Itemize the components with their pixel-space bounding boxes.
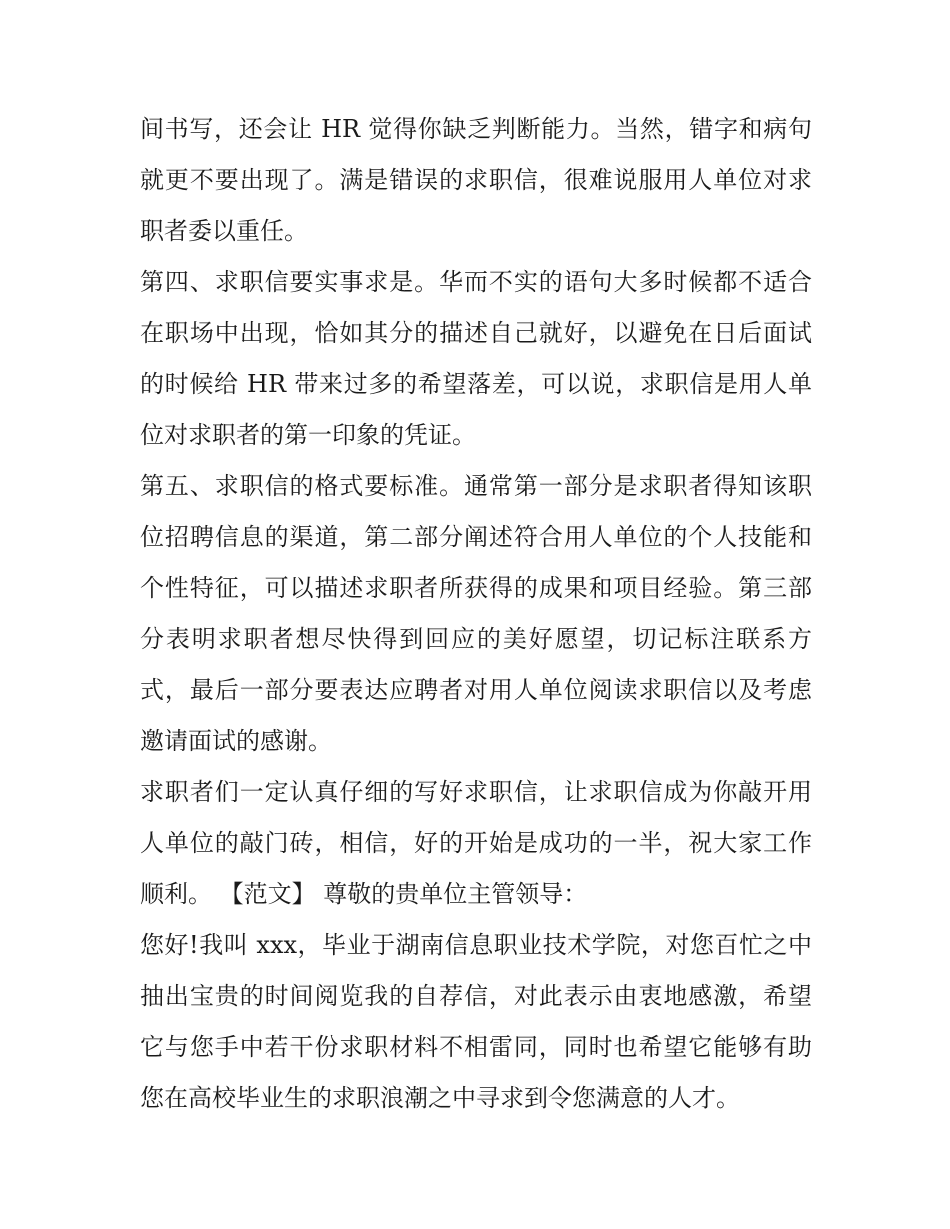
text-line: 式，最后一部分要表达应聘者对用人单位阅读求职信以及考虑 <box>140 676 812 704</box>
text-line: 第四、求职信要实事求是。华而不实的语句大多时候都不适合 <box>140 268 812 296</box>
text-line: 它与您手中若干份求职材料不相雷同，同时也希望它能够有助 <box>140 1033 812 1061</box>
text-line: 的时候给 HR 带来过多的希望落差，可以说，求职信是用人单 <box>140 370 812 398</box>
text-line: 邀请面试的感谢。 <box>140 727 332 755</box>
text-line: 您好!我叫 xxx，毕业于湖南信息职业技术学院，对您百忙之中 <box>140 931 812 959</box>
text-line: 第五、求职信的格式要标准。通常第一部分是求职者得知该职 <box>140 472 812 500</box>
paragraph-5 <box>140 920 812 1124</box>
text-line: 在职场中出现，恰如其分的描述自己就好，以避免在日后面试 <box>140 319 812 347</box>
paragraph-4 <box>140 767 812 920</box>
text-line: 求职者们一定认真仔细的写好求职信，让求职信成为你敲开用 <box>140 778 812 806</box>
text-line: 位招聘信息的渠道，第二部分阐述符合用人单位的个人技能和 <box>140 523 812 551</box>
text-line: 抽出宝贵的时间阅览我的自荐信，对此表示由衷地感激，希望 <box>140 982 812 1010</box>
paragraph-2 <box>140 257 812 461</box>
text-line: 位对求职者的第一印象的凭证。 <box>140 421 476 449</box>
text-line: 顺利。 【范文】 尊敬的贵单位主管领导： <box>140 880 588 908</box>
text-line: 职者委以重任。 <box>140 217 308 245</box>
text-line: 您在高校毕业生的求职浪潮之中寻求到令您满意的人才。 <box>140 1084 740 1112</box>
text-line: 就更不要出现了。满是错误的求职信，很难说服用人单位对求 <box>140 166 812 194</box>
document-body <box>140 104 812 1124</box>
text-line: 个性特征，可以描述求职者所获得的成果和项目经验。第三部 <box>140 574 812 602</box>
paragraph-3 <box>140 461 812 767</box>
text-line: 间书写，还会让 HR 觉得你缺乏判断能力。当然，错字和病句 <box>140 115 812 143</box>
text-line: 分表明求职者想尽快得到回应的美好愿望，切记标注联系方 <box>140 625 812 653</box>
text-line: 人单位的敲门砖，相信，好的开始是成功的一半，祝大家工作 <box>140 829 812 857</box>
paragraph-1 <box>140 104 812 257</box>
